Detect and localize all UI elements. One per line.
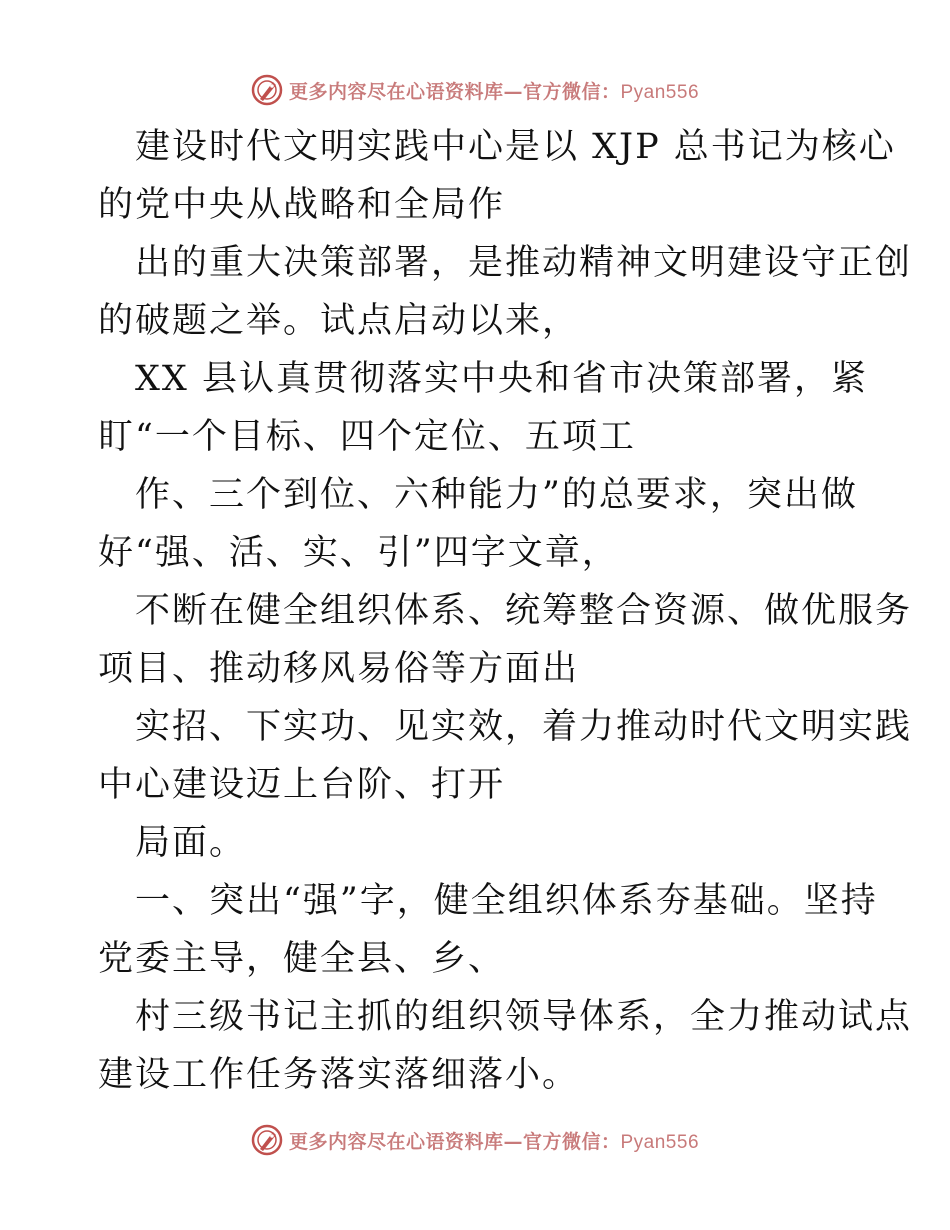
body-line: 的党中央从战略和全局作 — [98, 185, 506, 225]
body-line: 项目、推动移风易俗等方面出 — [98, 649, 580, 689]
body-line: 一、突出“强”字，健全组织体系夯基础。坚持 — [135, 881, 878, 921]
body-line: 中心建设迈上台阶、打开 — [98, 765, 506, 805]
watermark-text: 更多内容尽在心语资料库—官方微信：Pyan556 — [288, 1130, 700, 1153]
body-line: XX 县认真贯彻落实中央和省市决策部署，紧 — [135, 359, 868, 399]
pen-logo-icon — [251, 1124, 283, 1156]
header-watermark — [0, 73, 950, 107]
body-line: 党委主导，健全县、乡、 — [98, 939, 506, 979]
document-body — [98, 118, 913, 1104]
body-line: 出的重大决策部署，是推动精神文明建设守正创 — [135, 243, 913, 283]
footer-watermark — [0, 1123, 950, 1157]
body-line: 局面。 — [135, 823, 247, 863]
body-line: 村三级书记主抓的组织领导体系，全力推动试点 — [135, 997, 913, 1037]
body-line: 盯“一个目标、四个定位、五项工 — [98, 417, 636, 457]
watermark-wechat-id: Pyan556 — [620, 81, 700, 103]
body-line: 好“强、活、实、引”四字文章， — [98, 533, 619, 573]
body-line: 作、三个到位、六种能力”的总要求，突出做 — [135, 475, 858, 515]
pen-logo-icon — [251, 74, 283, 106]
watermark-wechat-id: Pyan556 — [620, 1131, 700, 1153]
watermark-text: 更多内容尽在心语资料库—官方微信：Pyan556 — [288, 80, 700, 103]
body-line: 不断在健全组织体系、统筹整合资源、做优服务 — [135, 591, 913, 631]
body-line: 建设时代文明实践中心是以 XJP 总书记为核心 — [135, 127, 896, 167]
body-line: 实招、下实功、见实效，着力推动时代文明实践 — [135, 707, 913, 747]
body-line: 的破题之举。试点启动以来， — [98, 301, 580, 341]
body-line: 建设工作任务落实落细落小。 — [98, 1055, 580, 1095]
